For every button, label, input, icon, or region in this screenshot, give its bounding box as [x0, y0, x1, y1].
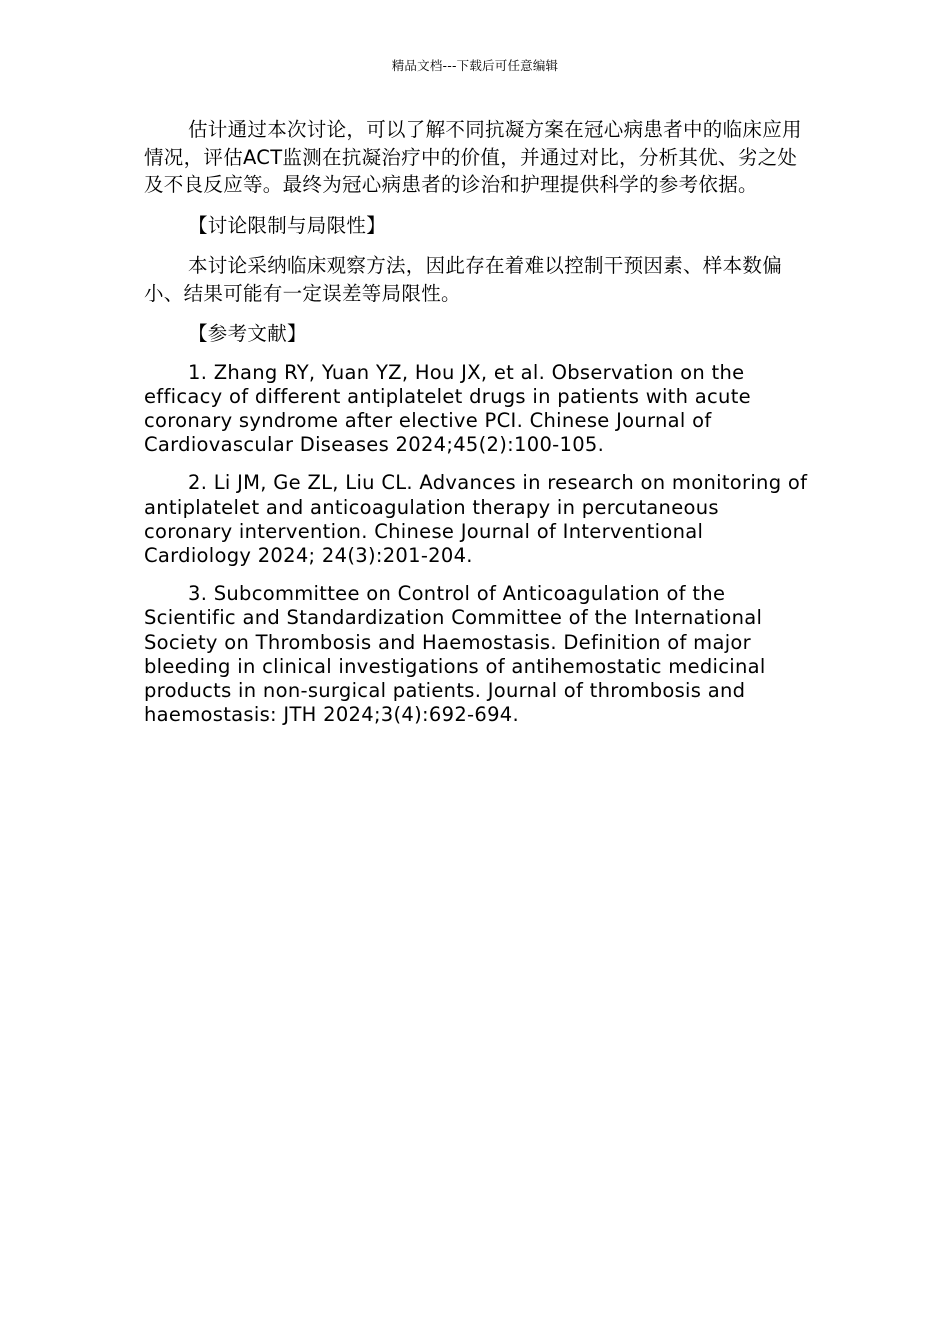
limitations-paragraph: 本讨论采纳临床观察方法，因此存在着难以控制干预因素、样本数偏小、结果可能有一定误差等局限性。 [144, 254, 783, 305]
references-heading: 【参考文献】 [188, 322, 307, 345]
limitations-heading: 【讨论限制与局限性】 [188, 213, 387, 237]
reference-item: 3. Subcommittee on Control of Anticoagulation of the Scientific and Standardization Committee of the International Society on Thrombosis and Haemostasis. Definition of major bleeding in clinical investigations of antihemostatic medicinal products in non-surgical patients. Journal of thrombosis and haemostasis: JTH 2024;3(4):692-694. [144, 582, 766, 727]
reference-list [144, 361, 810, 728]
document-body [144, 116, 810, 727]
reference-item: 2. Li JM, Ge ZL, Liu CL. Advances in research on monitoring of antiplatelet and anticoagulation therapy in percutaneous coronary intervention. Chinese Journal of Interventional Cardiology 2024; 24(3):201-204. [144, 471, 808, 567]
intro-paragraph: 估计通过本次讨论，可以了解不同抗凝方案在冠心病患者中的临床应用情况，评估ACT监测在抗凝治疗中的价值，并通过对比，分析其优、劣之处及不良反应等。最终为冠心病患者的诊治和护理提供科学的参考依据。 [144, 118, 802, 196]
page-header: 精品文档---下载后可任意编辑 [391, 58, 559, 73]
reference-item: 1. Zhang RY, Yuan YZ, Hou JX, et al. Observation on the efficacy of different antiplatelet drugs in patients with acute coronary syndrome after elective PCI. Chinese Journal of Cardiovascular Diseases 2024;45(2):100-105. [144, 360, 751, 457]
